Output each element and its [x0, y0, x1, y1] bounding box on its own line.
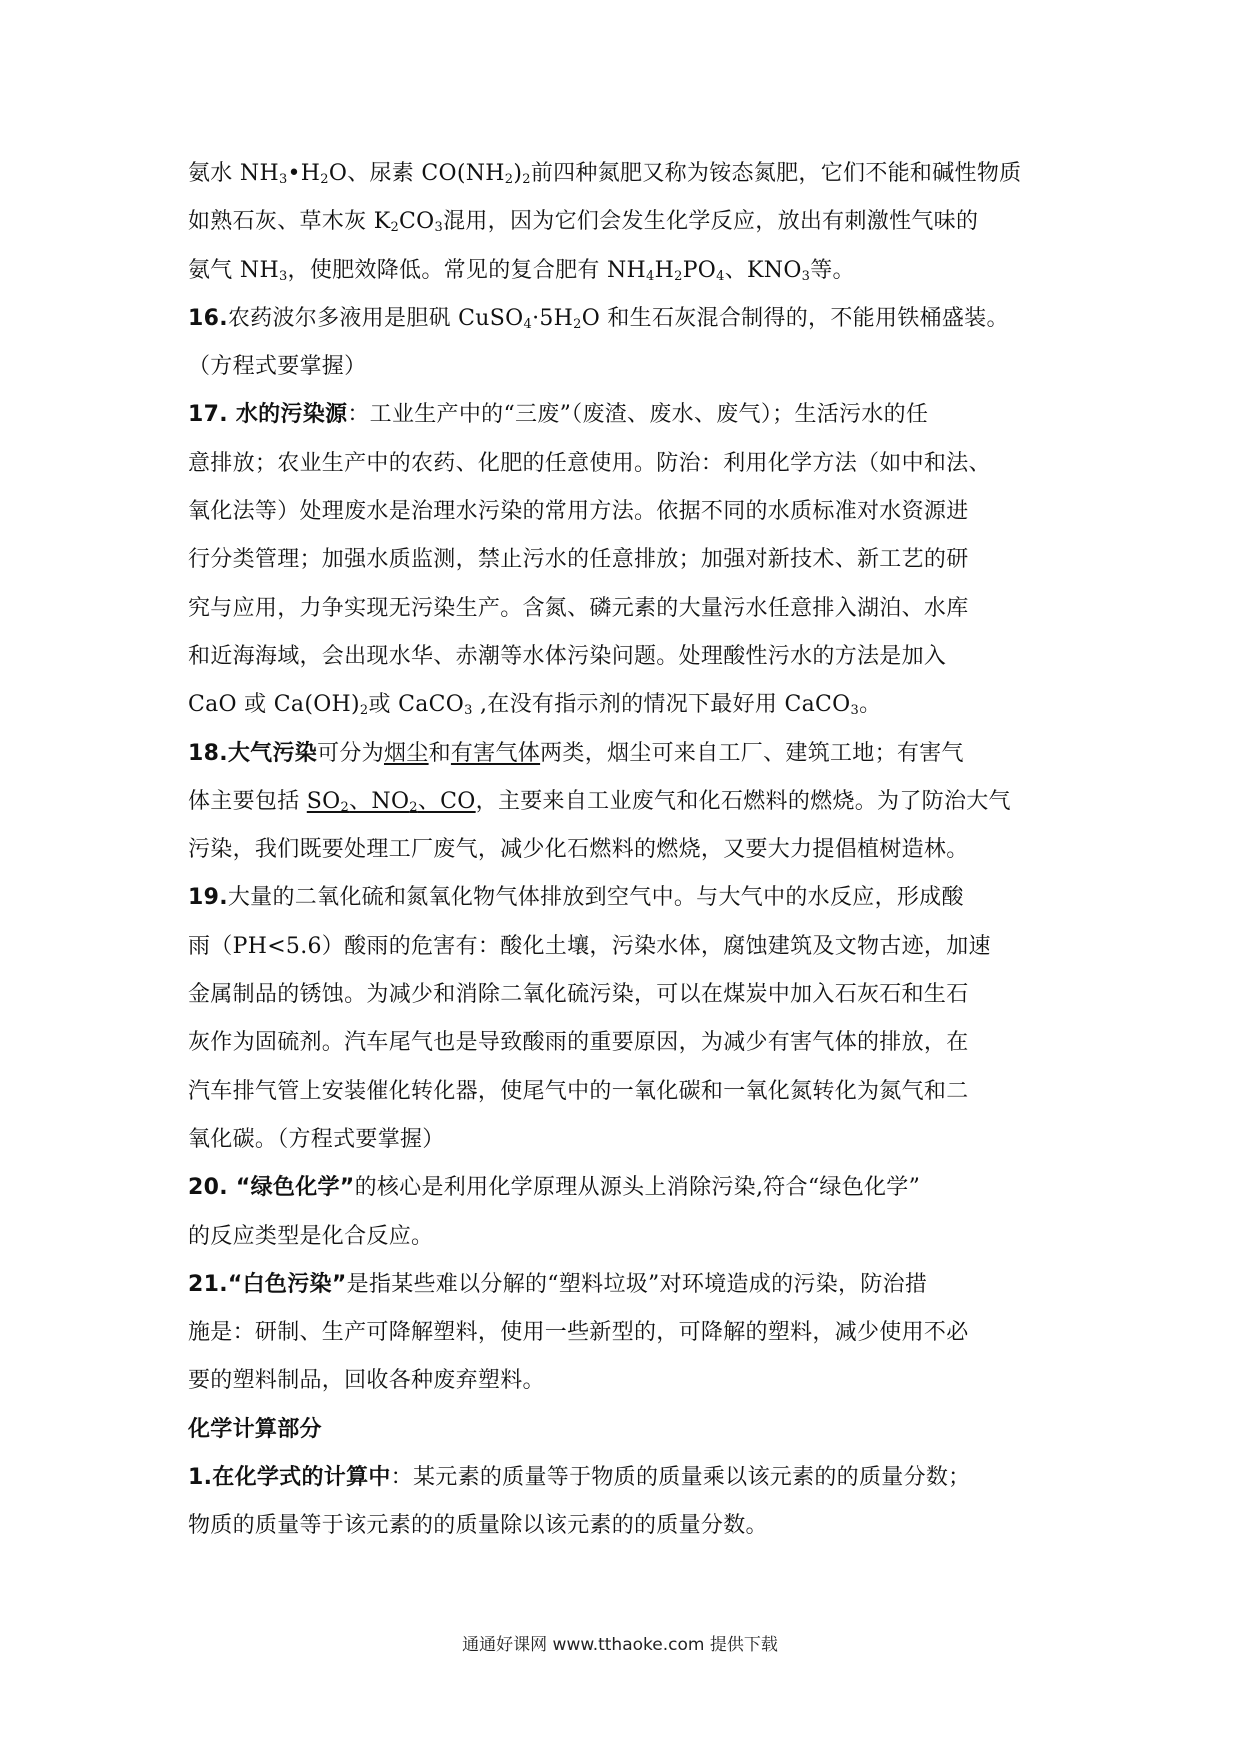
text-span: 混用，因为它们会发生化学反应，放出有刺激性气味的 [443, 209, 979, 235]
subscript: 2 [573, 316, 582, 332]
item-17 [188, 391, 1068, 439]
section-heading [188, 1406, 1068, 1454]
text-span: 大量的二氧化硫和氮氧化物气体排放到空气中。与大气中的水反应，形成酸 [227, 885, 964, 911]
item-number: 18. [188, 740, 228, 766]
item-number: 1. [188, 1465, 213, 1491]
document-body [188, 150, 1068, 1551]
subscript: 2 [522, 172, 531, 187]
item-number: 20. [188, 1175, 228, 1201]
item-heading: “绿色化学” [227, 1175, 355, 1201]
text-line [188, 633, 1068, 681]
text-span: 的反应类型是化合反应。 [188, 1223, 434, 1249]
text-span: SO [306, 788, 341, 814]
text-line [188, 247, 1068, 295]
text-line [188, 778, 1068, 826]
text-span: ,在没有指示剂的情况下最好用 CaCO [472, 692, 851, 718]
text-span: 灰作为固硫剂。汽车尾气也是导致酸雨的重要原因，为减少有害气体的排放，在 [188, 1030, 969, 1056]
calc-item-1 [188, 1454, 1068, 1502]
item-16 [188, 295, 1068, 343]
text-span: 氧化法等）处理废水是治理水污染的常用方法。依据不同的水质标准对水资源进 [188, 499, 969, 525]
section-title: 化学计算部分 [188, 1416, 322, 1442]
subscript: 4 [523, 316, 533, 332]
text-span: ，使肥效降低。常见的复合肥有 NH [287, 257, 647, 283]
text-span: 究与应用，力争实现无污染生产。含氮、磷元素的大量污水任意排入湖泊、水库 [188, 595, 969, 621]
text-span: 两类，烟尘可来自工厂、建筑工地；有害气 [540, 740, 964, 766]
text-span: 行分类管理；加强水质监测，禁止污水的任意排放；加强对新技术、新工艺的研 [188, 547, 969, 573]
text-span: 体主要包括 [188, 788, 307, 814]
text-span: 氨水 NH [188, 161, 279, 186]
item-18 [188, 730, 1068, 778]
text-span: 等。 [810, 257, 855, 283]
text-span: 汽车排气管上安装催化转化器，使尾气中的一氧化碳和一氧化氮转化为氮气和二 [188, 1078, 969, 1104]
text-span: 、KNO [724, 257, 802, 283]
text-line [188, 971, 1068, 1019]
subscript: 3 [801, 268, 811, 284]
text-span: 、NO [349, 788, 410, 814]
item-number: 19. [188, 885, 228, 911]
underlined-term: 烟尘 [383, 740, 429, 766]
underlined-term [307, 789, 476, 814]
text-span: CaO 或 Ca(OH) [188, 692, 360, 718]
text-line [188, 826, 1068, 874]
text-line [188, 1068, 1068, 1116]
item-heading: “白色污染” [227, 1271, 347, 1297]
subscript: 2 [359, 703, 369, 719]
text-span: 要的塑料制品，回收各种废弃塑料。 [188, 1368, 545, 1394]
text-line [188, 150, 1068, 198]
item-20 [188, 1164, 1068, 1212]
text-span: O 和生石灰混合制得的，不能用铁桶盛装。 [581, 305, 1009, 331]
text-span: 氨气 NH [188, 257, 279, 283]
text-line [188, 1019, 1068, 1067]
subscript: 3 [278, 172, 288, 187]
text-line [188, 343, 1068, 391]
item-19 [188, 874, 1068, 922]
text-line [188, 198, 1068, 246]
text-span: 可分为 [317, 740, 384, 766]
subscript: 2 [390, 220, 400, 236]
text-span: ) [513, 161, 523, 186]
text-span: （方程式要掌握） [188, 354, 367, 380]
item-heading: 大气污染 [227, 740, 318, 766]
text-line [188, 488, 1068, 536]
text-span: ：工业生产中的“三废”（废渣、废水、废气）；生活污水的任 [347, 402, 929, 428]
text-span: •H [287, 161, 321, 186]
text-span: CO [399, 209, 435, 235]
text-line [188, 1309, 1068, 1357]
text-line [188, 536, 1068, 584]
subscript: 3 [434, 220, 444, 236]
page-footer: 通通好课网 www.tthaoke.com 提供下载 [462, 1635, 778, 1655]
subscript: 2 [320, 172, 329, 187]
text-line [188, 681, 1068, 729]
text-span: 的核心是利用化学原理从源头上消除污染,符合“绿色化学” [354, 1175, 921, 1201]
subscript: 2 [340, 799, 350, 815]
subscript: 3 [278, 268, 288, 284]
item-heading: 水的污染源 [227, 402, 348, 428]
text-line [188, 1116, 1068, 1164]
text-span: 雨（PH<5.6）酸雨的危害有：酸化土壤，污染水体，腐蚀建筑及文物古迹，加速 [188, 933, 991, 959]
text-line [188, 585, 1068, 633]
subscript: 3 [464, 703, 473, 719]
text-line [188, 1357, 1068, 1405]
text-span: 前四种氮肥又称为铵态氮肥，它们不能和碱性物质 [530, 161, 1022, 186]
text-span: 氧化碳。（方程式要掌握） [188, 1126, 445, 1152]
text-span: ：某元素的质量等于物质的质量乘以该元素的的质量分数； [390, 1465, 971, 1491]
text-line [188, 1213, 1068, 1261]
text-span: O、尿素 CO(NH [328, 161, 505, 186]
item-21 [188, 1261, 1068, 1309]
text-span: 和 [428, 740, 451, 766]
item-number: 17. [188, 402, 228, 428]
text-span: 。 [859, 692, 882, 718]
subscript: 2 [504, 172, 514, 187]
subscript: 4 [646, 268, 655, 284]
text-span: 如熟石灰、草木灰 K [188, 209, 391, 235]
underlined-term: 有害气体 [450, 740, 541, 766]
subscript: 2 [409, 799, 418, 815]
text-span: 施是：研制、生产可降解塑料，使用一些新型的，可降解的塑料，减少使用不必 [188, 1320, 969, 1346]
text-line [188, 923, 1068, 971]
text-span: 金属制品的锈蚀。为减少和消除二氧化硫污染，可以在煤炭中加入石灰石和生石 [188, 982, 969, 1008]
text-span: ，主要来自工业废气和化石燃料的燃烧。为了防治大气 [475, 788, 1011, 814]
item-number: 21. [188, 1271, 228, 1297]
text-line [188, 1502, 1068, 1550]
text-span: PO [682, 257, 717, 283]
text-line [188, 440, 1068, 488]
item-number: 16. [188, 305, 228, 331]
text-span: 或 CaCO [368, 692, 465, 718]
subscript: 3 [850, 703, 860, 719]
text-span: 和近海海域，会出现水华、赤潮等水体污染问题。处理酸性污水的方法是加入 [188, 643, 947, 669]
subscript: 4 [716, 268, 725, 284]
text-span: 物质的质量等于该元素的的质量除以该元素的的质量分数。 [188, 1513, 768, 1539]
text-span: H [654, 257, 675, 283]
text-span: 农药波尔多液用是胆矾 CuSO [227, 305, 524, 331]
item-heading: 在化学式的计算中 [212, 1465, 391, 1491]
text-span: ·5H [532, 305, 574, 331]
text-span: 、CO [417, 788, 476, 814]
text-span: 是指某些难以分解的“塑料垃圾”对环境造成的污染，防治措 [346, 1271, 928, 1297]
subscript: 2 [674, 268, 683, 284]
text-span: 意排放；农业生产中的农药、化肥的任意使用。防治：利用化学方法（如中和法、 [188, 450, 991, 476]
text-span: 污染，我们既要处理工厂废气，减少化石燃料的燃烧，又要大力提倡植树造林。 [188, 837, 969, 863]
